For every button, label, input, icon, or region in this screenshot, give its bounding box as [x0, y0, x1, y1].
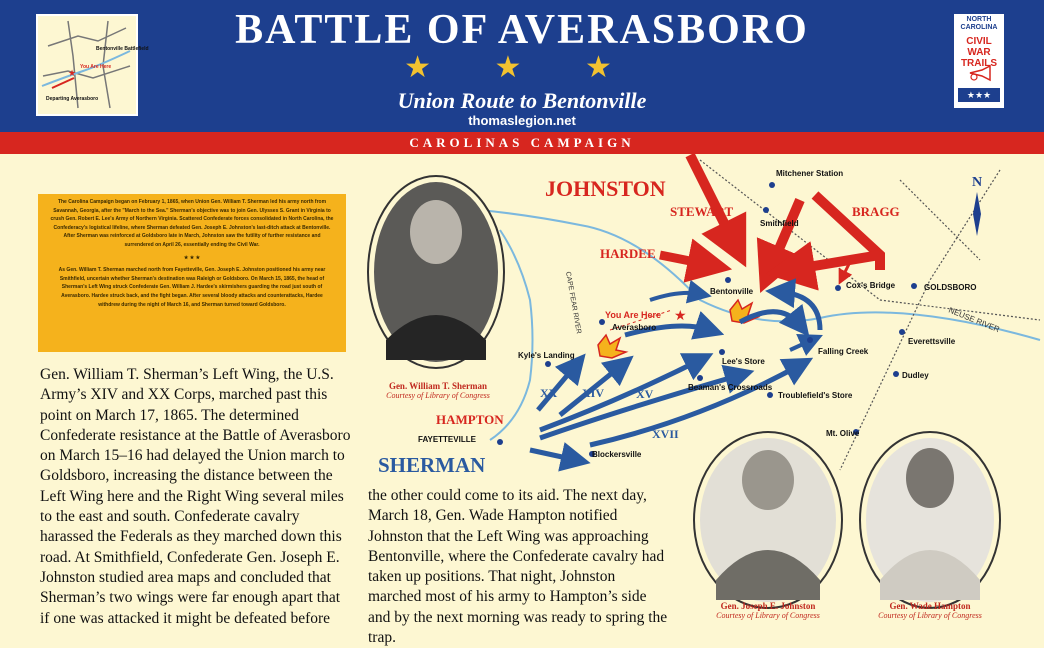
place-goldsboro: GOLDSBORO: [924, 283, 977, 292]
corps-xiv: XIV: [582, 386, 605, 400]
page-title: BATTLE OF AVERASBORO: [235, 7, 809, 53]
trails-logo-state: NORTH CAROLINA: [960, 16, 998, 31]
inset-label-you-are-here: You Are Here: [80, 64, 112, 70]
place-blockersville: Blockersville: [592, 450, 642, 459]
intro-paragraph-1: The Carolina Campaign began on February 1, 1865, when Union Gen. William T. Sherman led his army north from Savannah, Georgia, after the "March to the Sea." Sherman's objective was to join Gen. Ulysses S. Grant in Virginia to crush Gen. Robert E. Lee's Army of Northern Virginia. Scattered Confederate forces consolidated in North Carolina, the Confederacy's logistical lifeline, where Sherman defeated Gen. Joseph E. Johnston's last-ditch attack at Bentonville. After Sherman was reinforced at Goldsboro late in March, Johnston saw the futility of further resistance and surrendered on April 26, essentially ending the Civil War.: [50, 199, 334, 248]
label-stewart: STEWART: [670, 204, 734, 219]
union-arrow-blockersville: [530, 450, 576, 460]
caption-sherman: [370, 381, 506, 400]
north-arrow-icon: [972, 175, 982, 236]
place-bentonville: Bentonville: [710, 287, 754, 296]
place-lees-store: Lee's Store: [722, 357, 765, 366]
place-troublefield: Troublefield's Store: [778, 391, 853, 400]
place-dudley: Dudley: [902, 371, 929, 380]
union-arrow-2: [650, 293, 700, 300]
intro-divider: ★ ★ ★: [183, 254, 201, 261]
label-neuse-river: NEUSE RIVER: [947, 305, 1001, 335]
trails-logo-stars: ★★★: [958, 88, 1000, 102]
place-mt-olive: Mt. Olive: [826, 429, 860, 438]
caption-sherman-credit: Courtesy of Library of Congress: [386, 391, 490, 400]
body-column-1: Gen. William T. Sherman’s Left Wing, the U.S. Army’s XIV and XX Corps, marched past this point on March 17, 1865. The determined Confederate resistance at the Battle of Averasboro on March 15–16 had delayed the Union march to Goldsboro, increasing the distance between the Left Wing here and the Right Wing several miles to the east and south. Confederate cavalry harassed the Federals as they marched down this road. At Smithfield, Confederate Gen. Joseph E. Johnston studied area maps and concluded that Sherman’s two wings were far enough apart that if one was attacked it might be defeated before: [40, 366, 351, 627]
arrow-bragg: [790, 255, 880, 270]
corps-xx: XX: [540, 386, 558, 400]
caption-hampton-credit: Courtesy of Library of Congress: [878, 611, 982, 620]
arrow-stewart: [690, 155, 735, 245]
label-johnston: JOHNSTON: [545, 176, 666, 201]
caption-hampton-name: Gen. Wade Hampton: [889, 601, 971, 611]
label-sherman: SHERMAN: [378, 453, 486, 477]
place-averasboro: Averasboro: [612, 323, 657, 332]
site-watermark[interactable]: thomaslegion.net: [468, 113, 576, 128]
neuse-river: [480, 210, 1040, 340]
inset-star-icon: ★: [68, 68, 77, 78]
arrow-hardee: [660, 255, 710, 265]
inset-label-bentonville: Bentonville Battlefield: [96, 46, 149, 52]
label-you-are-here: You Are Here: [605, 310, 662, 320]
caption-johnston: [696, 601, 840, 620]
place-kyles-landing: Kyle's Landing: [518, 351, 575, 360]
label-cape-fear-river: CAPE FEAR RIVER: [564, 271, 582, 335]
caption-johnston-credit: Courtesy of Library of Congress: [716, 611, 820, 620]
caption-hampton: [862, 601, 998, 620]
corps-xv: XV: [636, 387, 654, 401]
portrait-hampton: [860, 432, 1000, 608]
intro-paragraph-2: As Gen. William T. Sherman marched north from Fayetteville, Gen. Joseph E. Johnston positioned his army near Smithfield, uncertain whether Sherman's destination was Raleigh or Goldsboro. On March 15, 1865, the head of Sherman's Left Wing struck Confederate Gen. William J. Hardee's skirmishers guarding the road just south of Averasboro. Hardee struck back, and the fight began. After several bloody attacks and counterattacks, Hardee withdrew during the night of March 16, and Sherman turned toward Goldsboro.: [58, 267, 326, 308]
page-subtitle: Union Route to Bentonville: [397, 88, 647, 113]
header-stars: ★ ★ ★: [404, 51, 640, 84]
you-are-here-star-icon: ★: [674, 309, 687, 324]
campaign-title: CAROLINAS CAMPAIGN: [409, 135, 635, 150]
place-fayetteville: FAYETTEVILLE: [418, 435, 476, 444]
label-hardee: HARDEE: [600, 246, 656, 261]
corps-xvii: XVII: [652, 427, 679, 441]
railroad-3: [900, 180, 980, 260]
place-coxs-bridge: Cox's Bridge: [846, 281, 896, 290]
trails-logo-name: CIVIL WAR TRAILS: [960, 36, 998, 69]
place-smithfield: Smithfield: [760, 219, 799, 228]
label-hampton: HAMPTON: [436, 412, 504, 427]
portrait-sherman: [368, 176, 504, 368]
town-markers: [497, 182, 917, 457]
caption-johnston-name: Gen. Joseph E. Johnston: [720, 601, 816, 611]
body-column-2: the other could come to its aid. The next day, March 18, Gen. Wade Hampton notified Johnston that the Left Wing was approaching Bentonville, where the Confederate cavalry had taken up positions. That night, Johnston marched most of his army to Hampton’s side and by the next morning was ready to spring the trap.: [368, 487, 668, 647]
portrait-johnston: [694, 432, 842, 608]
inset-label-departing: Departing Averasboro: [46, 96, 99, 102]
label-bragg: BRAGG: [852, 204, 900, 219]
place-mitchener: Mitchener Station: [776, 169, 844, 178]
place-beamans: Beaman's Crossroads: [688, 383, 773, 392]
caption-sherman-name: Gen. William T. Sherman: [388, 381, 488, 391]
north-label: N: [972, 175, 983, 190]
place-everettsville: Everettsville: [908, 337, 956, 346]
place-falling-creek: Falling Creek: [818, 347, 869, 356]
battle-averasboro-icon: [598, 335, 626, 358]
